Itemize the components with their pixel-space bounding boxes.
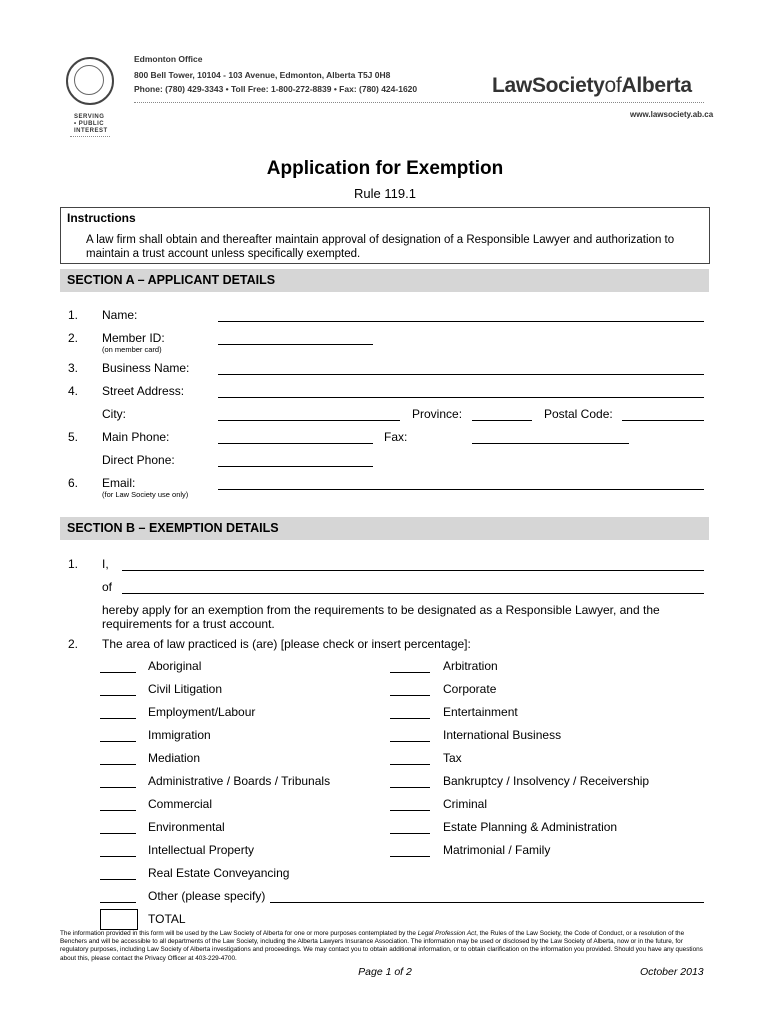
area-label: Commercial xyxy=(148,797,213,811)
area-real-estate-field[interactable] xyxy=(100,879,136,880)
item-number: 1. xyxy=(68,557,79,571)
total-label: TOTAL xyxy=(148,912,186,926)
form-title: Application for Exemption xyxy=(266,158,504,179)
direct-phone-field[interactable] xyxy=(218,466,373,467)
area-civil-litigation-field[interactable] xyxy=(100,695,136,696)
privacy-text-2: , the Rules of the Law Society, the Code of Conduct, or a resolution of the Benchers and will be accessible to all departments of the Law Society, including the Alberta Lawyers Insurance Association. The information may be used or disclosed by the Law Society of Alberta, now or in the future, for regulatory purposes, including Law Society of Alberta investigations and proceedings. We may contact you to obtain additional information, or to obtain clarification on the information you provided. Should you have any questions about this, please contact the Privacy Officer at 403-229-4700. xyxy=(60,930,703,962)
area-label: Bankruptcy / Insolvency / Receivership xyxy=(443,774,650,788)
exemption-statement: hereby apply for an exemption from the requirements to be designated as a Responsible Lawyer, and the requirements for a trust account. xyxy=(102,603,660,631)
page-number: Page 1 of 2 xyxy=(358,966,412,978)
header-divider xyxy=(134,102,704,103)
logo-part-2: of xyxy=(604,74,622,97)
area-employment-field[interactable] xyxy=(100,718,136,719)
form-subtitle: Rule 119.1 xyxy=(354,186,416,201)
area-of-law-prompt: The area of law practiced is (are) [please check or insert percentage]: xyxy=(102,637,471,651)
area-intellectual-property-field[interactable] xyxy=(100,856,136,857)
street-address-field[interactable] xyxy=(218,397,704,398)
serving-line-1: SERVING xyxy=(74,114,105,120)
area-label: Arbitration xyxy=(443,659,498,673)
section-a-title: SECTION A – APPLICANT DETAILS xyxy=(67,273,276,287)
member-id-field[interactable] xyxy=(218,344,373,345)
area-label: Immigration xyxy=(148,728,211,742)
form-date: October 2013 xyxy=(640,966,704,978)
logo-part-3: Alberta xyxy=(621,74,692,97)
section-b-title: SECTION B – EXEMPTION DETAILS xyxy=(67,521,279,535)
member-id-note: (on member card) xyxy=(102,345,162,354)
area-immigration-field[interactable] xyxy=(100,741,136,742)
area-corporate-field[interactable] xyxy=(390,695,430,696)
email-label: Email: xyxy=(102,476,136,490)
area-label: International Business xyxy=(443,728,562,742)
area-label: Environmental xyxy=(148,820,225,834)
serving-line-3: INTEREST xyxy=(74,128,108,134)
law-society-logo xyxy=(492,74,692,98)
item-number: 2. xyxy=(68,637,79,651)
item-number: 5. xyxy=(68,430,79,444)
area-arbitration-field[interactable] xyxy=(390,672,430,673)
applicant-i-label: I, xyxy=(102,557,109,571)
office-address: 800 Bell Tower, 10104 - 103 Avenue, Edmonton, Alberta T5J 0H8 xyxy=(134,70,391,80)
privacy-notice xyxy=(60,930,708,963)
main-phone-label: Main Phone: xyxy=(102,430,170,444)
business-name-label: Business Name: xyxy=(102,361,190,375)
city-label: City: xyxy=(102,407,126,421)
law-society-seal xyxy=(66,57,114,105)
area-bankruptcy-field[interactable] xyxy=(390,787,430,788)
instructions-text: A law firm shall obtain and thereafter maintain approval of designation of a Responsible Lawyer and authorization to maintain a trust account unless specifically exempted. xyxy=(86,234,675,260)
serving-divider xyxy=(70,136,110,137)
area-label: Administrative / Boards / Tribunals xyxy=(148,774,331,788)
area-criminal-field[interactable] xyxy=(390,810,430,811)
email-note: (for Law Society use only) xyxy=(102,490,189,499)
street-address-label: Street Address: xyxy=(102,384,185,398)
area-label: Mediation xyxy=(148,751,201,765)
item-number: 4. xyxy=(68,384,79,398)
area-label: Estate Planning & Administration xyxy=(443,820,618,834)
item-number: 3. xyxy=(68,361,79,375)
area-other-field[interactable] xyxy=(100,902,136,903)
privacy-act-name: Legal Profession Act xyxy=(417,930,477,937)
area-label: Other (please specify) xyxy=(148,889,266,903)
member-id-label: Member ID: xyxy=(102,331,165,345)
province-label: Province: xyxy=(412,407,463,421)
instructions-heading: Instructions xyxy=(67,211,136,225)
logo-part-1: LawSociety xyxy=(492,74,605,97)
area-tax-field[interactable] xyxy=(390,764,430,765)
area-label: Corporate xyxy=(443,682,497,696)
area-estate-planning-field[interactable] xyxy=(390,833,430,834)
fax-field[interactable] xyxy=(472,443,629,444)
area-label: Tax xyxy=(443,751,462,765)
area-label: Criminal xyxy=(443,797,488,811)
business-name-field[interactable] xyxy=(218,374,704,375)
area-label: Entertainment xyxy=(443,705,518,719)
city-field[interactable] xyxy=(218,420,400,421)
area-matrimonial-field[interactable] xyxy=(390,856,430,857)
area-label: Matrimonial / Family xyxy=(443,843,551,857)
area-label: Aboriginal xyxy=(148,659,202,673)
website-link[interactable]: www.lawsociety.ab.ca xyxy=(630,110,714,119)
area-environmental-field[interactable] xyxy=(100,833,136,834)
area-label: Real Estate Conveyancing xyxy=(148,866,290,880)
item-number: 2. xyxy=(68,331,79,345)
direct-phone-label: Direct Phone: xyxy=(102,453,175,467)
fax-label: Fax: xyxy=(384,430,408,444)
area-aboriginal-field[interactable] xyxy=(100,672,136,673)
of-label: of xyxy=(102,580,113,594)
province-field[interactable] xyxy=(472,420,532,421)
name-field[interactable] xyxy=(218,321,704,322)
serving-line-2: • PUBLIC xyxy=(74,121,105,127)
applicant-name-field[interactable] xyxy=(122,570,704,571)
other-specify-field[interactable] xyxy=(270,902,704,903)
area-international-business-field[interactable] xyxy=(390,741,430,742)
area-label: Intellectual Property xyxy=(148,843,255,857)
office-phone: Phone: (780) 429-3343 • Toll Free: 1-800-272-8839 • Fax: (780) 424-1620 xyxy=(134,84,418,94)
office-name: Edmonton Office xyxy=(134,54,203,64)
email-field[interactable] xyxy=(218,489,704,490)
area-mediation-field[interactable] xyxy=(100,764,136,765)
name-label: Name: xyxy=(102,308,138,322)
item-number: 1. xyxy=(68,308,79,322)
firm-name-field[interactable] xyxy=(122,593,704,594)
area-entertainment-field[interactable] xyxy=(390,718,430,719)
area-label: Civil Litigation xyxy=(148,682,223,696)
item-number: 6. xyxy=(68,476,79,490)
area-commercial-field[interactable] xyxy=(100,810,136,811)
main-phone-field[interactable] xyxy=(218,443,373,444)
privacy-text-1: The information provided in this form will be used by the Law Society of Alberta for one or more purposes contemplated by the xyxy=(60,930,418,937)
area-administrative-field[interactable] xyxy=(100,787,136,788)
total-field[interactable] xyxy=(100,909,138,930)
area-label: Employment/Labour xyxy=(148,705,256,719)
postal-code-label: Postal Code: xyxy=(544,407,613,421)
serving-public-interest xyxy=(74,114,108,135)
postal-code-field[interactable] xyxy=(622,420,704,421)
